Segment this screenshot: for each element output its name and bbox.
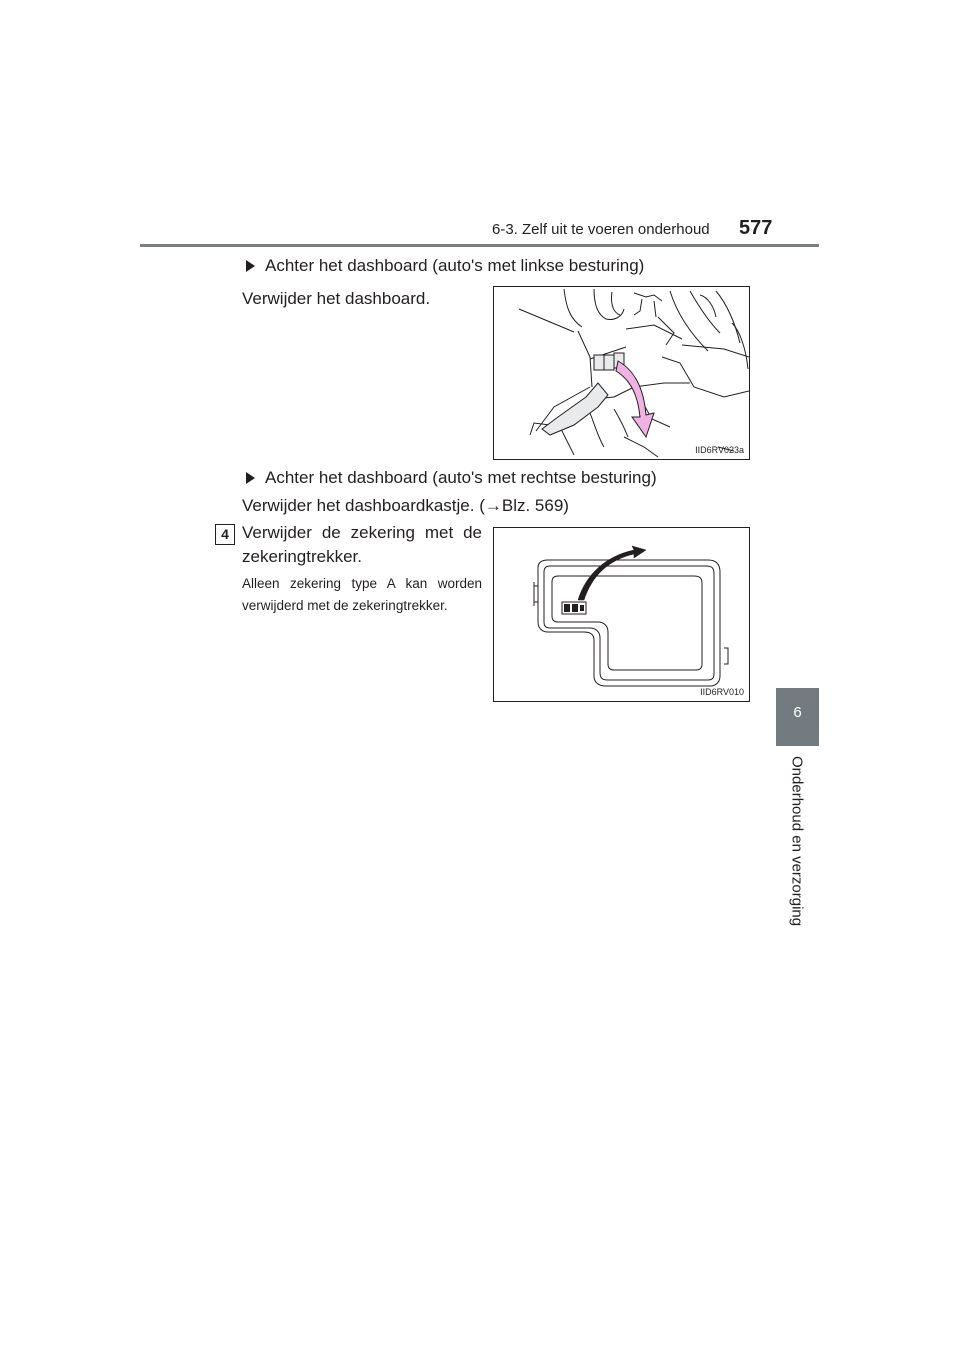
fuse-box-illustration bbox=[494, 528, 750, 702]
bullet-item-rhd bbox=[246, 468, 657, 488]
chapter-title: Onderhoud en verzorging bbox=[788, 756, 806, 927]
triangle-bullet-icon bbox=[246, 260, 255, 272]
figure-code: IID6RV010 bbox=[700, 687, 744, 697]
instruction-text: Verwijder het dashboard. bbox=[242, 289, 431, 308]
step-number-badge: 4 bbox=[215, 524, 235, 545]
triangle-bullet-icon bbox=[246, 472, 255, 484]
bullet-text: Achter het dashboard (auto's met linkse besturing) bbox=[265, 256, 645, 275]
figure-fuse-box bbox=[493, 527, 750, 702]
bullet-text: Achter het dashboard (auto's met rechtse besturing) bbox=[265, 468, 657, 487]
page-number: 577 bbox=[739, 217, 773, 239]
figure-code: IID6RV023a bbox=[695, 445, 744, 455]
chapter-number: 6 bbox=[793, 704, 802, 721]
section-title: 6-3. Zelf uit te voeren onderhoud bbox=[492, 221, 710, 238]
step-note: Alleen zekering type A kan worden verwijderd met de zekeringtrekker. bbox=[242, 576, 482, 613]
header-divider bbox=[140, 244, 819, 247]
instruction-text: Verwijder het dashboardkastje. (→Blz. 569) bbox=[242, 496, 569, 515]
figure-dashboard-lhd bbox=[493, 286, 750, 460]
chapter-tab[interactable] bbox=[776, 688, 819, 746]
dashboard-illustration bbox=[494, 287, 750, 460]
chapter-title-wrap bbox=[774, 756, 820, 936]
step-instruction: Verwijder de zekering met de zekeringtrekker. bbox=[242, 523, 482, 566]
bullet-item-lhd bbox=[246, 256, 644, 276]
